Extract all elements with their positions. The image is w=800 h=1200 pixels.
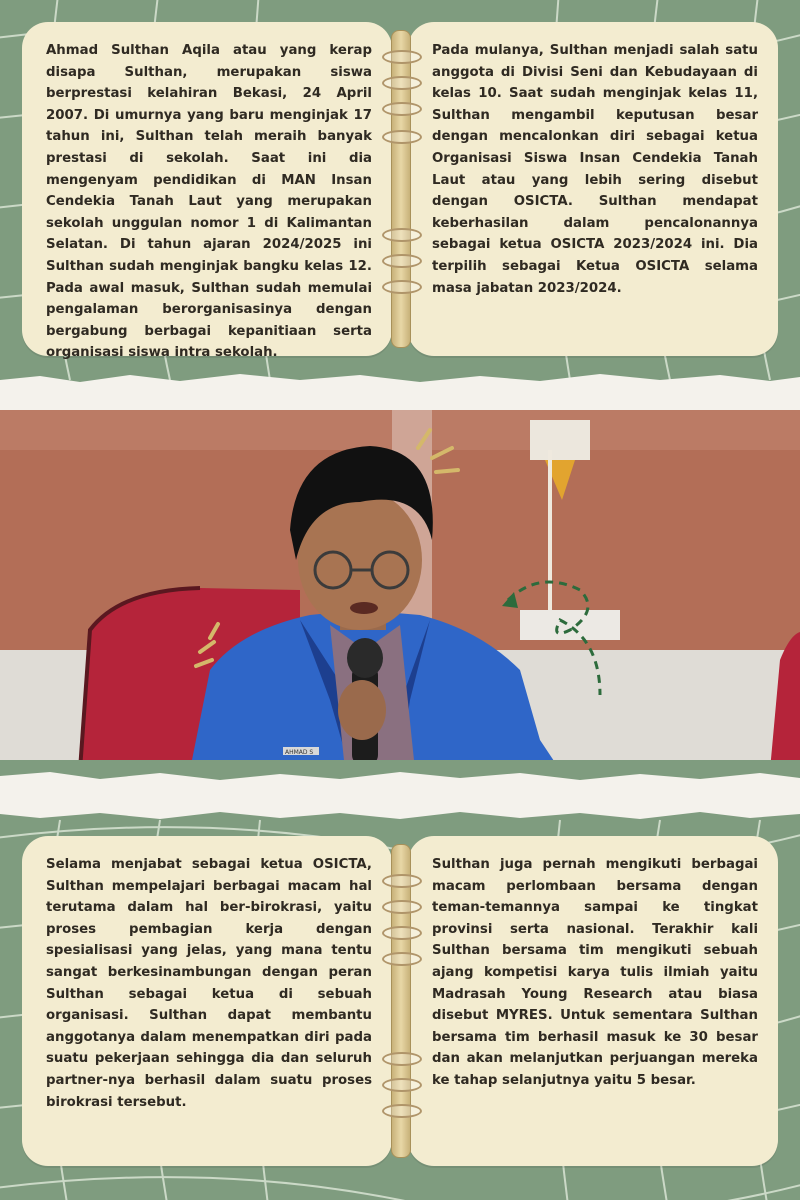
bottom-right-page	[408, 836, 778, 1166]
top-left-page	[22, 22, 392, 361]
bottom-notebook	[22, 836, 778, 1166]
top-right-text: Pada mulanya, Sulthan menjadi salah satu anggota di Divisi Seni dan Kebudayaan di kelas 10. Saat sudah menginjak kelas 11, Sulthan mengambil keputusan besar dengan mencalonkan diri sebagai ketua Organisasi Siswa Insan Cendekia Tanah Laut atau yang lebih sering disebut dengan OSICTA. Sulthan mendapat keberhasilan dalam pencalonannya sebagai ketua OSICTA 2023/2024 ini. Dia terpilih sebagai Ketua OSICTA selama masa jabatan 2023/2024.	[432, 43, 758, 296]
bottom-binder-spine	[388, 836, 412, 1166]
top-right-page	[408, 22, 778, 356]
torn-paper-bottom	[0, 770, 800, 822]
student-speaking-microphone-icon	[0, 410, 800, 760]
bottom-left-page	[22, 836, 392, 1166]
bottom-left-text: Selama menjabat sebagai ketua OSICTA, Sulthan mempelajari berbagai macam hal terutama dalam hal ber-birokrasi, yaitu proses pembagian kerja dengan spesialisasi yang jelas, yang mana tentu sangat berkesinambungan dengan peran Sulthan sebagai ketua di sebuah organisasi. Sulthan dapat membantu anggotanya dalam menempatkan diri pada suatu pekerjaan sehingga dia dan seluruh partner-nya berhasil dalam suatu proses birokrasi tersebut.	[46, 857, 372, 1110]
top-left-text: Ahmad Sulthan Aqila atau yang kerap disapa Sulthan, merupakan siswa berprestasi kelahiran Bekasi, 24 April 2007. Di umurnya yang baru menginjak 17 tahun ini, Sulthan telah meraih banyak prestasi di sekolah. Saat ini dia mengenyam pendidikan di MAN Insan Cendekia Tanah Laut yang merupakan sekolah unggulan nomor 1 di Kalimantan Selatan. Di tahun ajaran 2024/2025 ini Sulthan sudah menginjak bangku kelas 12. Pada awal masuk, Sulthan sudah memulai pengalaman berorganisasinya dengan bergabung berbagai kepanitiaan serta organisasi siswa intra sekolah.	[46, 43, 372, 361]
photo-band	[0, 372, 800, 822]
top-binder-spine	[388, 22, 412, 356]
top-notebook	[22, 22, 778, 361]
name-badge: AHMAD S	[285, 749, 314, 756]
bottom-right-text: Sulthan juga pernah mengikuti berbagai macam perlombaan bersama dengan teman-temannya sampai ke tingkat provinsi serta nasional. Terakhir kali Sulthan bersama tim mengikuti sebuah ajang kompetisi karya tulis ilmiah yaitu Madrasah Young Research atau biasa disebut MYRES. Untuk sementara Sulthan bersama tim berhasil masuk ke 30 besar dan akan melanjutkan perjuangan mereka ke tahap selanjutnya yaitu 5 besar.	[432, 857, 758, 1088]
student-photo	[0, 410, 800, 760]
